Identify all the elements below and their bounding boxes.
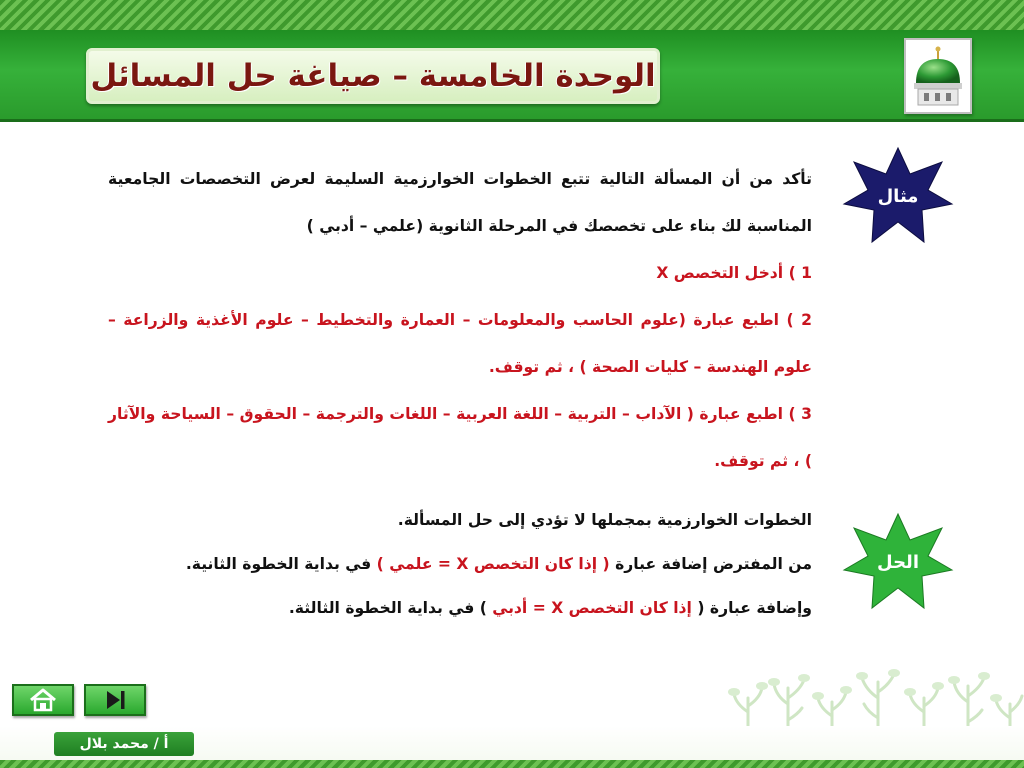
home-icon — [28, 688, 58, 712]
author-plate — [54, 732, 194, 756]
top-decorative-stripe — [0, 0, 1024, 30]
solution-line-2-end: في بداية الخطوة الثانية. — [185, 555, 372, 573]
solution-line-2-condition: ( إذا كان التخصص X = علمي ) — [371, 555, 610, 573]
solution-line-1: الخطوات الخوارزمية بمجملها لا تؤدي إلى حل المسألة. — [397, 511, 812, 529]
problem-text — [108, 156, 812, 485]
solution-line-3-start: وإضافة عبارة — [704, 599, 812, 617]
solution-line-3-paren-close: ) — [479, 599, 493, 617]
mosque-dome-icon — [908, 43, 968, 109]
example-badge-label: مثال — [877, 185, 919, 207]
next-slide-button[interactable] — [84, 684, 146, 716]
step-3: 3 ) اطبع عبارة ( الآداب – التربية – اللغة العربية – اللغات والترجمة – الحقوق – السياحة والآثار ) ، ثم توقف. — [108, 405, 812, 470]
solution-line-2 — [108, 542, 812, 586]
footer-decorative-stripe — [0, 760, 1024, 768]
solution-line-2-start: من المفترض إضافة عبارة — [609, 555, 812, 573]
step-2: 2 ) اطبع عبارة (علوم الحاسب والمعلومات – العمارة والتخطيط – علوم الأغذية والزراعة – علوم الهندسة – كليات الصحة ) ، ثم توقف. — [108, 311, 812, 376]
problem-paragraph: تأكد من أن المسألة التالية تتبع الخطوات الخوارزمية السليمة لعرض التخصصات الجامعية المناسبة لك بناء على تخصصك في المرحلة الثانوية (علمي – أدبي ) — [108, 170, 812, 235]
solution-line-3-end: في بداية الخطوة الثالثة. — [288, 599, 480, 617]
skip-next-icon — [100, 688, 130, 712]
solution-badge-label: الحل — [877, 551, 919, 573]
page-title: الوحدة الخامسة – صياغة حل المسائل — [90, 58, 656, 94]
example-badge — [842, 146, 954, 246]
solution-line-3 — [108, 586, 812, 630]
solution-line-3-condition: إذا كان التخصص X = أدبي — [492, 599, 692, 617]
solution-text — [108, 498, 812, 630]
logo-frame — [904, 38, 972, 114]
title-plate — [86, 48, 660, 104]
solution-badge — [842, 512, 954, 612]
solution-line-3-paren-open: ( — [691, 599, 705, 617]
step-1: 1 ) أدخل التخصص X — [656, 264, 812, 282]
home-button[interactable] — [12, 684, 74, 716]
author-name: أ / محمد بلال — [79, 736, 169, 752]
